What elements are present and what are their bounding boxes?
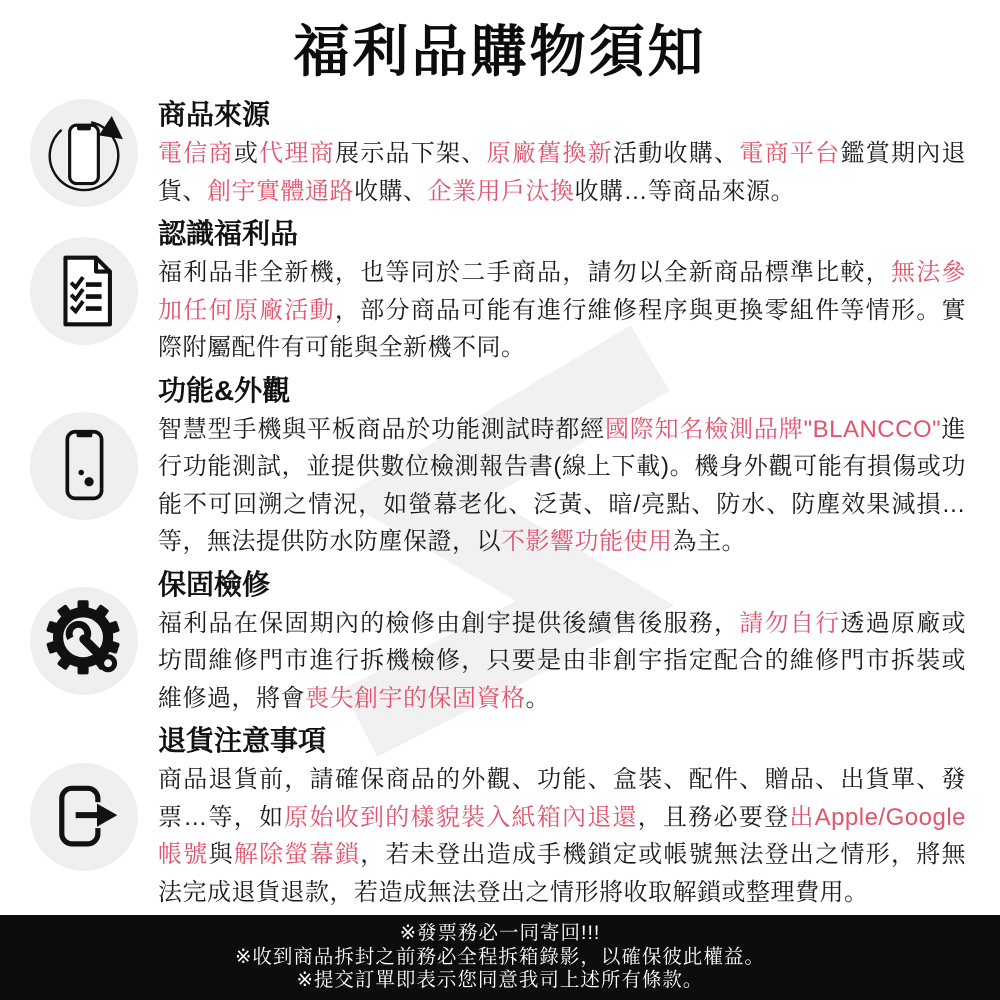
section-body xyxy=(158,135,966,210)
section-body xyxy=(158,761,966,911)
footer-note-1: ※發票務必一同寄回!!! xyxy=(399,922,601,945)
gear-wrench-icon xyxy=(30,587,138,695)
section-heading: 功能&外觀 xyxy=(158,374,291,406)
body-text-segment: 活動收購、 xyxy=(612,140,740,167)
section-about-refurbished xyxy=(30,215,966,367)
body-text-segment: 與 xyxy=(208,841,234,868)
highlighted-text: 喪失創宇的保固資格 xyxy=(305,684,526,712)
highlighted-text: 代理商 xyxy=(259,140,335,167)
return-arrow-icon xyxy=(30,763,138,871)
body-text-segment: 福利品在保固期內的檢修由創宇提供後續售後服務， xyxy=(158,609,740,637)
section-text-col xyxy=(158,722,966,911)
page-title: 福利品購物須知 xyxy=(293,20,707,83)
body-text-segment: 透過原廠或坊間維修門市進行拆機檢修，只要是由非創宇指定配合的維修門市拆裝或維修過，將會 xyxy=(158,609,967,712)
body-text-segment: 福利品非全新機，也等同於二手商品，請勿以全新商品標準比較， xyxy=(158,259,891,286)
section-text-col xyxy=(158,566,966,718)
highlighted-text: 請勿自行 xyxy=(739,609,841,637)
checklist-icon xyxy=(30,237,138,345)
highlighted-text: 企業用戶汰換 xyxy=(427,177,575,205)
phone-refresh-icon xyxy=(30,99,138,207)
footer-bar xyxy=(0,915,1000,1000)
highlighted-text: 創宇實體通路 xyxy=(207,177,354,205)
body-text-segment: 鑑賞期內退貨、 xyxy=(158,140,967,205)
body-text-segment: 為主。 xyxy=(672,528,746,555)
section-icon-col xyxy=(30,763,158,871)
body-text-segment: 商品退貨前，請確保商品的外觀、功能、盒裝、配件、贈品、出貨單、發票…等，如 xyxy=(158,766,966,831)
section-heading: 退貨注意事項 xyxy=(158,725,327,756)
body-text-segment: ，若未登出造成手機鎖定或帳號無法登出之情形，將無法完成退貨退款，若造成無法登出之情形將收取解鎖或整理費用。 xyxy=(158,841,967,906)
section-product-source xyxy=(30,96,966,210)
body-text-segment: 收購…等商品來源。 xyxy=(574,177,795,205)
section-text-col xyxy=(158,96,966,210)
highlighted-text: 原始收到的樣貌裝入紙箱內退還 xyxy=(284,803,638,831)
footer-note-2: ※收到商品拆封之前務必全程拆箱錄影，以確保彼此權益。 xyxy=(235,945,765,968)
highlighted-text: 無法參加任何原廠活動 xyxy=(158,259,967,324)
section-icon-col xyxy=(30,99,158,207)
section-return-notes xyxy=(30,722,966,911)
section-body xyxy=(158,254,966,367)
section-warranty-repair xyxy=(30,566,966,718)
highlighted-text: 國際知名檢測品牌"BLANCCO" xyxy=(604,415,942,443)
sections xyxy=(0,96,1000,911)
highlighted-text: 解除螢幕鎖 xyxy=(233,841,361,868)
highlighted-text: 不影響功能使用 xyxy=(501,528,673,555)
footer-note-3: ※提交訂單即表示您同意我司上述所有條款。 xyxy=(296,969,704,992)
highlighted-text: 出Apple/Google帳號 xyxy=(158,803,967,868)
section-text-col xyxy=(158,372,966,561)
highlighted-text: 原廠舊換新 xyxy=(486,140,613,167)
body-text-segment: ，部分商品可能有進行維修程序與更換零組件等情形。實際附屬配件有可能與全新機不同。 xyxy=(158,296,967,361)
section-body xyxy=(158,411,966,561)
section-text-col xyxy=(158,215,966,367)
body-text-segment: 智慧型手機與平板商品於功能測試時都經 xyxy=(158,415,605,443)
section-function-appearance xyxy=(30,372,966,561)
section-heading: 保固檢修 xyxy=(158,568,271,600)
highlighted-text: 電信商 xyxy=(158,140,234,167)
section-body xyxy=(158,605,966,718)
body-text-segment: 或 xyxy=(233,140,260,167)
section-icon-col xyxy=(30,412,158,520)
body-text-segment: 進行功能測試，並提供數位檢測報告書(線上下載)。機身外觀可能有損傷或功能不可回溯之情況，如螢幕老化、泛黃、暗/亮點、防水、防塵效果減損…等，無法提供防水防塵保證，以 xyxy=(158,415,967,555)
body-text-segment: 。 xyxy=(525,684,550,712)
body-text-segment: 收購、 xyxy=(354,177,428,205)
section-icon-col xyxy=(30,587,158,695)
section-heading: 認識福利品 xyxy=(158,218,299,249)
phone-defect-icon xyxy=(30,412,138,520)
highlighted-text: 電商平台 xyxy=(739,140,841,167)
body-text-segment: 展示品下架、 xyxy=(334,140,487,167)
section-heading: 商品來源 xyxy=(158,99,271,130)
body-text-segment: ，且務必要登 xyxy=(637,803,790,831)
section-icon-col xyxy=(30,237,158,345)
